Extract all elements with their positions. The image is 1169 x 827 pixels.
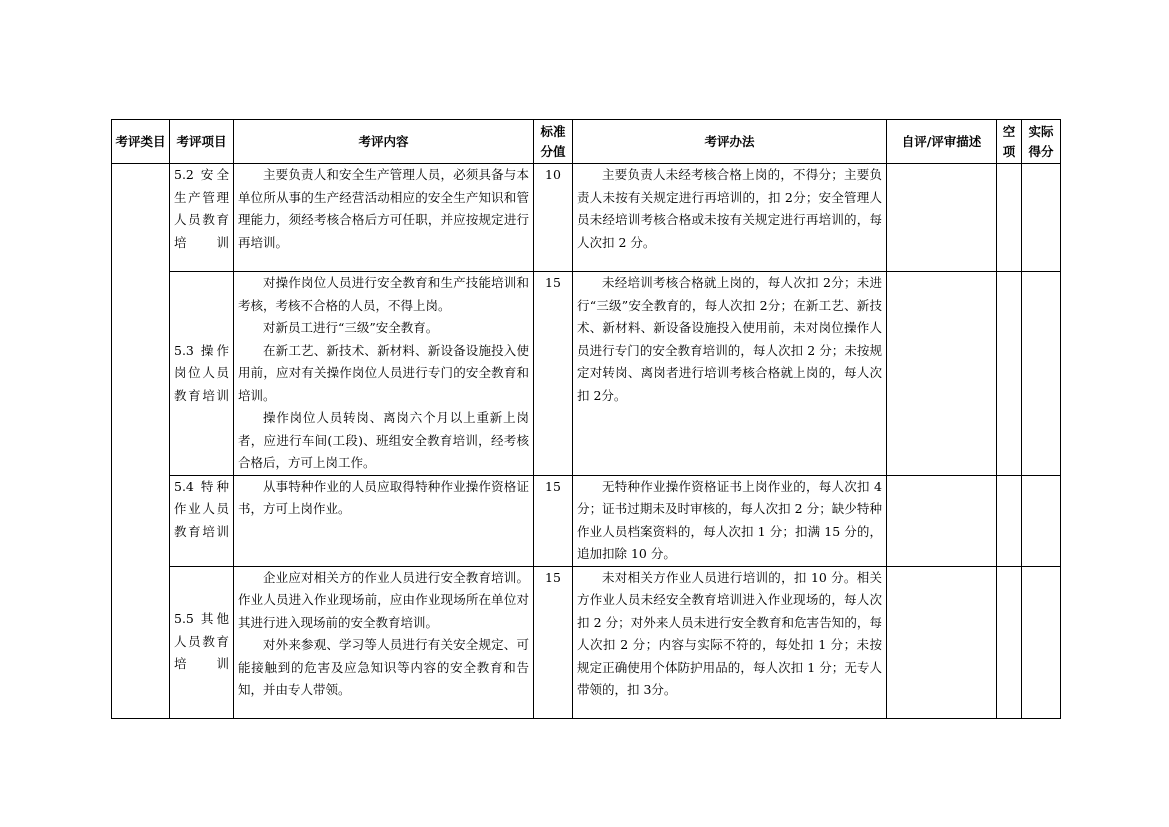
item-cell: 5.2 安全生产管理人员教育培训 [170, 164, 234, 272]
header-row [112, 120, 1061, 164]
actual-score-cell[interactable] [1022, 566, 1061, 718]
self-eval-cell[interactable] [887, 475, 997, 566]
item-cell: 5.3 操作岗位人员教育培训 [170, 272, 234, 476]
header-actual: 实际得分 [1022, 120, 1061, 164]
content-cell [234, 164, 534, 272]
content-paragraph: 对外来参观、学习等人员进行有关安全规定、可能接触到的危害及应急知识等内容的安全教育和告知，并由专人带领。 [238, 637, 529, 697]
content-paragraph: 企业应对相关方的作业人员进行安全教育培训。作业人员进入作业现场前，应由作业现场所在单位对其进行进入现场前的安全教育培训。 [238, 569, 529, 630]
content-paragraph: 对新员工进行“三级”安全教育。 [263, 320, 439, 335]
table-row [112, 475, 1061, 566]
self-eval-cell[interactable] [887, 566, 997, 718]
content-cell [234, 475, 534, 566]
method-cell [573, 475, 887, 566]
header-category: 考评类目 [112, 120, 170, 164]
blank-cell[interactable] [997, 272, 1022, 476]
header-method: 考评办法 [573, 120, 887, 164]
content-cell [234, 272, 534, 476]
content-paragraph: 对操作岗位人员进行安全教育和生产技能培训和考核，考核不合格的人员，不得上岗。 [238, 275, 529, 313]
header-blank: 空项 [997, 120, 1022, 164]
blank-cell[interactable] [997, 475, 1022, 566]
method-paragraph: 未对相关方作业人员进行培训的，扣 10 分。相关方作业人员未经安全教育培训进入作业现场的，每人次扣 2 分；对外来人员未进行安全教育和危害告知的，每人次扣 2 分；内容与实际不符的，每处扣 1 分；未按规定正确使用个体防护用品的，每人次扣 1 分；无专人带领的，扣 3分。 [577, 569, 882, 697]
header-content: 考评内容 [234, 120, 534, 164]
score-cell: 15 [534, 475, 573, 566]
header-self-eval: 自评/评审描述 [887, 120, 997, 164]
method-cell [573, 164, 887, 272]
content-cell [234, 566, 534, 718]
self-eval-cell[interactable] [887, 164, 997, 272]
score-cell: 15 [534, 272, 573, 476]
method-cell [573, 272, 887, 476]
score-cell: 15 [534, 566, 573, 718]
table-row [112, 566, 1061, 718]
table-row [112, 272, 1061, 476]
content-paragraph: 操作岗位人员转岗、离岗六个月以上重新上岗者，应进行车间(工段)、班组安全教育培训，经考核合格后，方可上岗工作。 [238, 410, 529, 470]
header-item: 考评项目 [170, 120, 234, 164]
category-cell [112, 164, 170, 719]
actual-score-cell[interactable] [1022, 272, 1061, 476]
content-paragraph: 从事特种作业的人员应取得特种作业操作资格证书，方可上岗作业。 [238, 478, 529, 516]
method-paragraph: 无特种作业操作资格证书上岗作业的，每人次扣 4 分；证书过期未及时审核的，每人次扣 2 分；缺少特种作业人员档案资料的，每人次扣 1 分；扣满 15 分的，追加扣除 10 分。 [577, 478, 882, 561]
method-cell [573, 566, 887, 718]
blank-cell[interactable] [997, 164, 1022, 272]
actual-score-cell[interactable] [1022, 164, 1061, 272]
method-paragraph: 主要负责人未经考核合格上岗的，不得分；主要负责人未按有关规定进行再培训的，扣 2分；安全管理人员未经培训考核合格或未按有关规定进行再培训的，每人次扣 2 分。 [577, 167, 882, 250]
actual-score-cell[interactable] [1022, 475, 1061, 566]
header-score: 标准分值 [534, 120, 573, 164]
content-paragraph: 主要负责人和安全生产管理人员，必须具备与本单位所从事的生产经营活动相应的安全生产知识和管理能力，须经考核合格后方可任职，并应按规定进行再培训。 [238, 167, 529, 250]
content-paragraph: 在新工艺、新技术、新材料、新设备设施投入使用前，应对有关操作岗位人员进行专门的安全教育和培训。 [238, 342, 529, 403]
item-cell: 5.4 特种作业人员教育培训 [170, 475, 234, 566]
blank-cell[interactable] [997, 566, 1022, 718]
method-paragraph: 未经培训考核合格就上岗的，每人次扣 2分；未进行“三级”安全教育的，每人次扣 2分；在新工艺、新技术、新材料、新设备设施投入使用前，未对岗位操作人员进行专门的安全教育培训的，每人次扣 2 分；未按规定对转岗、离岗者进行培训考核合格就上岗的，每人次扣 2分。 [577, 275, 882, 403]
table-row [112, 164, 1061, 272]
item-cell: 5.5 其他人员教育培训 [170, 566, 234, 718]
score-cell: 10 [534, 164, 573, 272]
assessment-table [111, 119, 1061, 719]
self-eval-cell[interactable] [887, 272, 997, 476]
